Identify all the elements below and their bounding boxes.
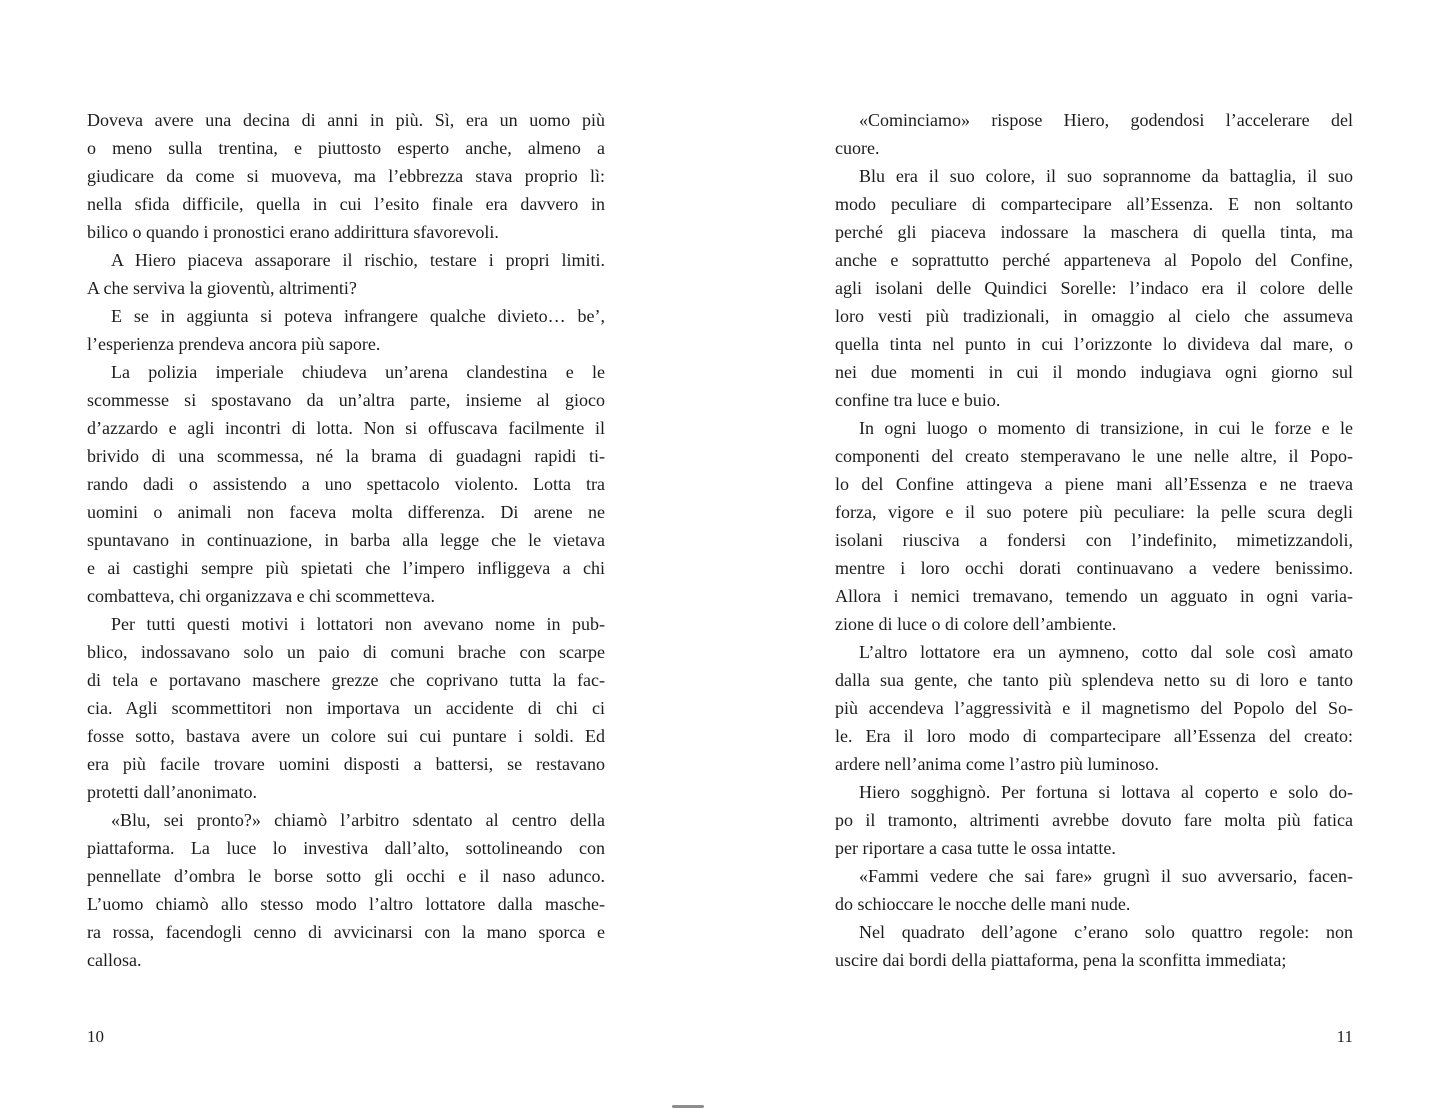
text-line: quella tinta nel punto in cui l’orizzonte lo divideva dal mare, o	[835, 334, 1353, 354]
text-line: modo peculiare di compartecipare all’Essenza. E non soltanto	[835, 194, 1353, 214]
text-line: callosa.	[87, 950, 142, 970]
text-line: l’esperienza prendeva ancora più sapore.	[87, 334, 381, 354]
text-line: agli isolani delle Quindici Sorelle: l’indaco era il colore delle	[835, 278, 1353, 298]
text-line: loro vesti più tradizionali, in omaggio al cielo che assumeva	[835, 306, 1353, 326]
text-line: forza, vigore e il suo potere più peculiare: la pelle scura degli	[835, 502, 1353, 522]
text-line: nella sfida difficile, quella in cui l’esito finale era davvero in	[87, 194, 605, 214]
drag-handle-icon[interactable]	[672, 1105, 704, 1108]
page-left-text	[87, 106, 605, 974]
text-line: più accendeva l’aggressività e il magnetismo del Popolo del So-	[835, 698, 1353, 718]
text-line: zione di luce o di colore dell’ambiente.	[835, 614, 1117, 634]
text-line: componenti del creato stemperavano le une nelle altre, il Popo-	[835, 446, 1353, 466]
text-line: L’altro lottatore era un aymneno, cotto dal sole così amato	[859, 642, 1353, 662]
text-line: spuntavano in continuazione, in barba alla legge che le vietava	[87, 530, 605, 550]
text-line: lo del Confine attingeva a piene mani all’Essenza e ne traeva	[835, 474, 1353, 494]
text-line: protetti dall’anonimato.	[87, 782, 257, 802]
text-line: rando dadi o assistendo a uno spettacolo violento. Lotta tra	[87, 474, 605, 494]
text-line: cuore.	[835, 138, 880, 158]
text-line: pennellate d’ombra le borse sotto gli occhi e il naso adunco.	[87, 866, 605, 886]
text-line: po il tramonto, altrimenti avrebbe dovuto fare molta più fatica	[835, 810, 1353, 830]
text-line: fosse sotto, bastava avere un colore sui cui puntare i soldi. Ed	[87, 726, 605, 746]
text-line: brivido di una scommessa, né la brama di guadagni rapidi ti-	[87, 446, 605, 466]
text-line: E se in aggiunta si poteva infrangere qualche divieto… be’,	[111, 306, 605, 326]
text-line: cia. Agli scommettitori non importava un accidente di chi ci	[87, 698, 605, 718]
page-number-left: 10	[87, 1027, 104, 1046]
text-line: dalla sua gente, che tanto più splendeva netto su di loro e tanto	[835, 670, 1353, 690]
text-line: Doveva avere una decina di anni in più. Sì, era un uomo più	[87, 110, 605, 130]
text-line: «Cominciamo» rispose Hiero, godendosi l’accelerare del	[859, 110, 1353, 130]
text-line: bilico o quando i pronostici erano addirittura sfavorevoli.	[87, 222, 499, 242]
text-line: blico, indossavano solo un paio di comuni brache con scarpe	[87, 642, 605, 662]
text-line: mentre i loro occhi dorati continuavano a vedere benissimo.	[835, 558, 1353, 578]
text-line: e ai castighi sempre più spietati che l’impero infliggeva a chi	[87, 558, 605, 578]
text-line: «Fammi vedere che sai fare» grugnì il suo avversario, facen-	[859, 866, 1353, 886]
text-line: piattaforma. La luce lo investiva dall’alto, sottolineando con	[87, 838, 605, 858]
text-line: anche e soprattutto perché apparteneva al Popolo del Confine,	[835, 250, 1353, 270]
text-line: «Blu, sei pronto?» chiamò l’arbitro sdentato al centro della	[111, 810, 605, 830]
text-line: scommesse si spostavano da un’altra parte, insieme al gioco	[87, 390, 605, 410]
text-line: perché gli piaceva indossare la maschera di quella tinta, ma	[835, 222, 1353, 242]
text-line: Per tutti questi motivi i lottatori non avevano nome in pub-	[111, 614, 605, 634]
page-right-text	[835, 106, 1353, 974]
text-line: le. Era il loro modo di compartecipare all’Essenza del creato:	[835, 726, 1353, 746]
text-line: uomini o animali non faceva molta differenza. Di arene ne	[87, 502, 605, 522]
page-number-right: 11	[1336, 1027, 1353, 1046]
text-line: Allora i nemici tremavano, temendo un agguato in ogni varia-	[835, 586, 1353, 606]
text-line: ardere nell’anima come l’astro più luminoso.	[835, 754, 1159, 774]
text-line: ra rossa, facendogli cenno di avvicinarsi con la mano sporca e	[87, 922, 605, 942]
text-line: Blu era il suo colore, il suo soprannome da battaglia, il suo	[859, 166, 1353, 186]
text-line: Nel quadrato dell’agone c’erano solo quattro regole: non	[859, 922, 1353, 942]
text-line: di tela e portavano maschere grezze che coprivano tutta la fac-	[87, 670, 605, 690]
text-line: combatteva, chi organizzava e chi scommetteva.	[87, 586, 436, 606]
text-line: Hiero sogghignò. Per fortuna si lottava al coperto e solo do-	[859, 782, 1353, 802]
text-line: confine tra luce e buio.	[835, 390, 1001, 410]
text-line: uscire dai bordi della piattaforma, pena la sconfitta immediata;	[835, 950, 1287, 970]
text-line: era più facile trovare uomini disposti a battersi, se restavano	[87, 754, 605, 774]
text-line: L’uomo chiamò allo stesso modo l’altro lottatore dalla masche-	[87, 894, 605, 914]
text-line: giudicare da come si muoveva, ma l’ebbrezza stava proprio lì:	[87, 166, 605, 186]
text-line: do schioccare le nocche delle mani nude.	[835, 894, 1131, 914]
text-line: per riportare a casa tutte le ossa intatte.	[835, 838, 1116, 858]
text-line: A Hiero piaceva assaporare il rischio, testare i propri limiti.	[111, 250, 605, 270]
text-line: La polizia imperiale chiudeva un’arena clandestina e le	[111, 362, 605, 382]
text-line: nei due momenti in cui il mondo indugiava ogni giorno sul	[835, 362, 1353, 382]
text-line: isolani riusciva a fondersi con l’indefinito, mimetizzandoli,	[835, 530, 1353, 550]
text-line: A che serviva la gioventù, altrimenti?	[87, 278, 357, 298]
text-line: o meno sulla trentina, e piuttosto esperto anche, almeno a	[87, 138, 605, 158]
text-line: In ogni luogo o momento di transizione, in cui le forze e le	[859, 418, 1353, 438]
text-line: d’azzardo e agli incontri di lotta. Non si offuscava facilmente il	[87, 418, 605, 438]
